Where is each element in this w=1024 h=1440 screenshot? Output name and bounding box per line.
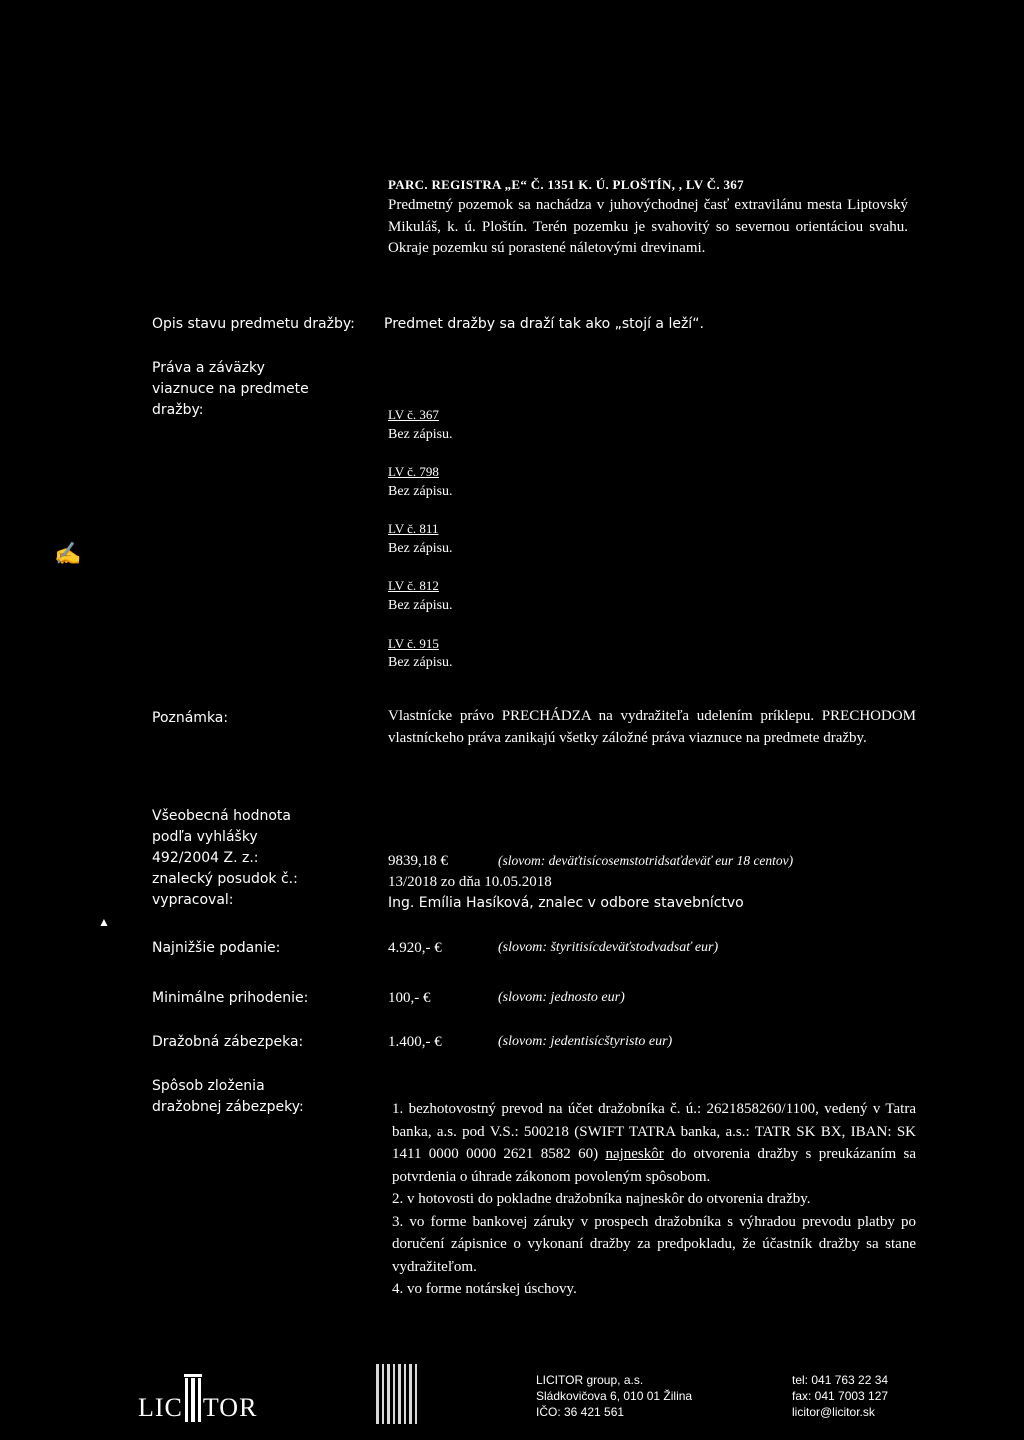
valuation-amount-row xyxy=(388,851,908,872)
amount-row-deposit: Dražobná zábezpeka: 1.400,- € (slovom: jedentisícštyristo eur) xyxy=(152,1034,673,1050)
valuation-label: Všeobecná hodnota podľa vyhlášky 492/2004 Z. z.: znalecký posudok č.: vypracoval: xyxy=(152,808,298,908)
list-item: LV č. 811 Bez zápisu. xyxy=(388,521,453,557)
parcel-description: Predmetný pozemok sa nachádza v juhovýchodnej časť extravilánu mesta Liptovský Mikuláš, k. ú. Ploštín. Terén pozemku je svahovitý so severnou orientáciou svahu. Okraje pozemku sú porastené náletovými drevinami. xyxy=(388,196,908,257)
parcel-section xyxy=(388,176,908,260)
amount-row-lowest-bid: Najnižšie podanie: 4.920,- € (slovom: štyritisícdeväťstodvadsať eur) xyxy=(152,940,719,956)
deposit-method-item: 1. bezhotovostný prevod na účet dražobníka č. ú.: 2621858260/1100, vedený v Tatra banka, a.s. pod V.S.: 500218 (SWIFT TATRA banka, a.s.: TATR SK BX, IBAN: SK 1411 0000 0000 2621 8582 60) najneskôr do otvorenia dražby s preukázaním sa potvrdenia o úhrade zákonom povoleným spôsobom. xyxy=(392,1101,916,1185)
list-item: LV č. 812 Bez zápisu. xyxy=(388,578,453,614)
barcode-icon xyxy=(376,1364,420,1424)
pillar-icon xyxy=(185,1378,201,1422)
rights-label: Práva a záväzky viaznuce na predmete dražby: xyxy=(152,360,309,418)
parcel-heading: PARC. REGISTRA „E“ Č. 1351 K. Ú. PLOŠTÍN, , LV Č. 367 xyxy=(388,177,744,192)
list-item: LV č. 367 Bez zápisu. xyxy=(388,407,453,442)
deposit-method-label: Spôsob zloženia dražobnej zábezpeky: xyxy=(152,1078,304,1115)
valuation-values xyxy=(388,851,908,914)
author-value: Ing. Emília Hasíková, znalec v odbore stavebníctvo xyxy=(388,895,744,911)
footer-contact: tel: 041 763 22 34 fax: 041 7003 127 licitor@licitor.sk xyxy=(792,1373,889,1420)
list-item: LV č. 915 Bez zápisu. xyxy=(388,635,453,671)
report-value: 13/2018 zo dňa 10.05.2018 xyxy=(388,874,552,890)
scan-artifact-icon: ✍ xyxy=(54,541,82,566)
condition-label: Opis stavu predmetu dražby: xyxy=(152,316,355,332)
footer-company: LICITOR group, a.s. Sládkovičova 6, 010 01 Žilina IČO: 36 421 561 xyxy=(536,1373,693,1420)
valuation-words: (slovom: deväťtisícosemstotridsaťdeväť eur 18 centov) xyxy=(498,853,794,868)
note-text: Vlastnícke právo PRECHÁDZA na vydražiteľa udelením príklepu. PRECHODOM vlastníckeho práva zanikajú všetky záložné práva viaznuce na predmete dražby. xyxy=(388,708,916,746)
scan-artifact-icon: ▲ xyxy=(98,915,110,929)
deposit-method-item: 3. vo forme bankovej záruky v prospech dražobníka s výhradou prevodu platby po doručení zápisnice o vykonaní dražby za predpokladu, že účastník dražby sa stane vydražiteľom. xyxy=(392,1213,916,1275)
email-link[interactable]: licitor@licitor.sk xyxy=(792,1405,875,1420)
deposit-methods xyxy=(392,1098,916,1301)
note-label: Poznámka: xyxy=(152,710,229,726)
deposit-method-item: 2. v hotovosti do pokladne dražobníka najneskôr do otvorenia dražby. xyxy=(392,1191,811,1207)
list-item: LV č. 798 Bez zápisu. xyxy=(388,464,453,499)
valuation-amount: 9839,18 € xyxy=(388,853,448,869)
condition-value: Predmet dražby sa draží tak ako „stojí a leží“. xyxy=(384,316,704,332)
licitor-logo: LIC TOR xyxy=(138,1378,257,1427)
deposit-method-item: 4. vo forme notárskej úschovy. xyxy=(392,1281,577,1297)
rights-list xyxy=(388,406,453,692)
amount-row-min-increment: Minimálne prihodenie: 100,- € (slovom: jednosto eur) xyxy=(152,990,625,1006)
